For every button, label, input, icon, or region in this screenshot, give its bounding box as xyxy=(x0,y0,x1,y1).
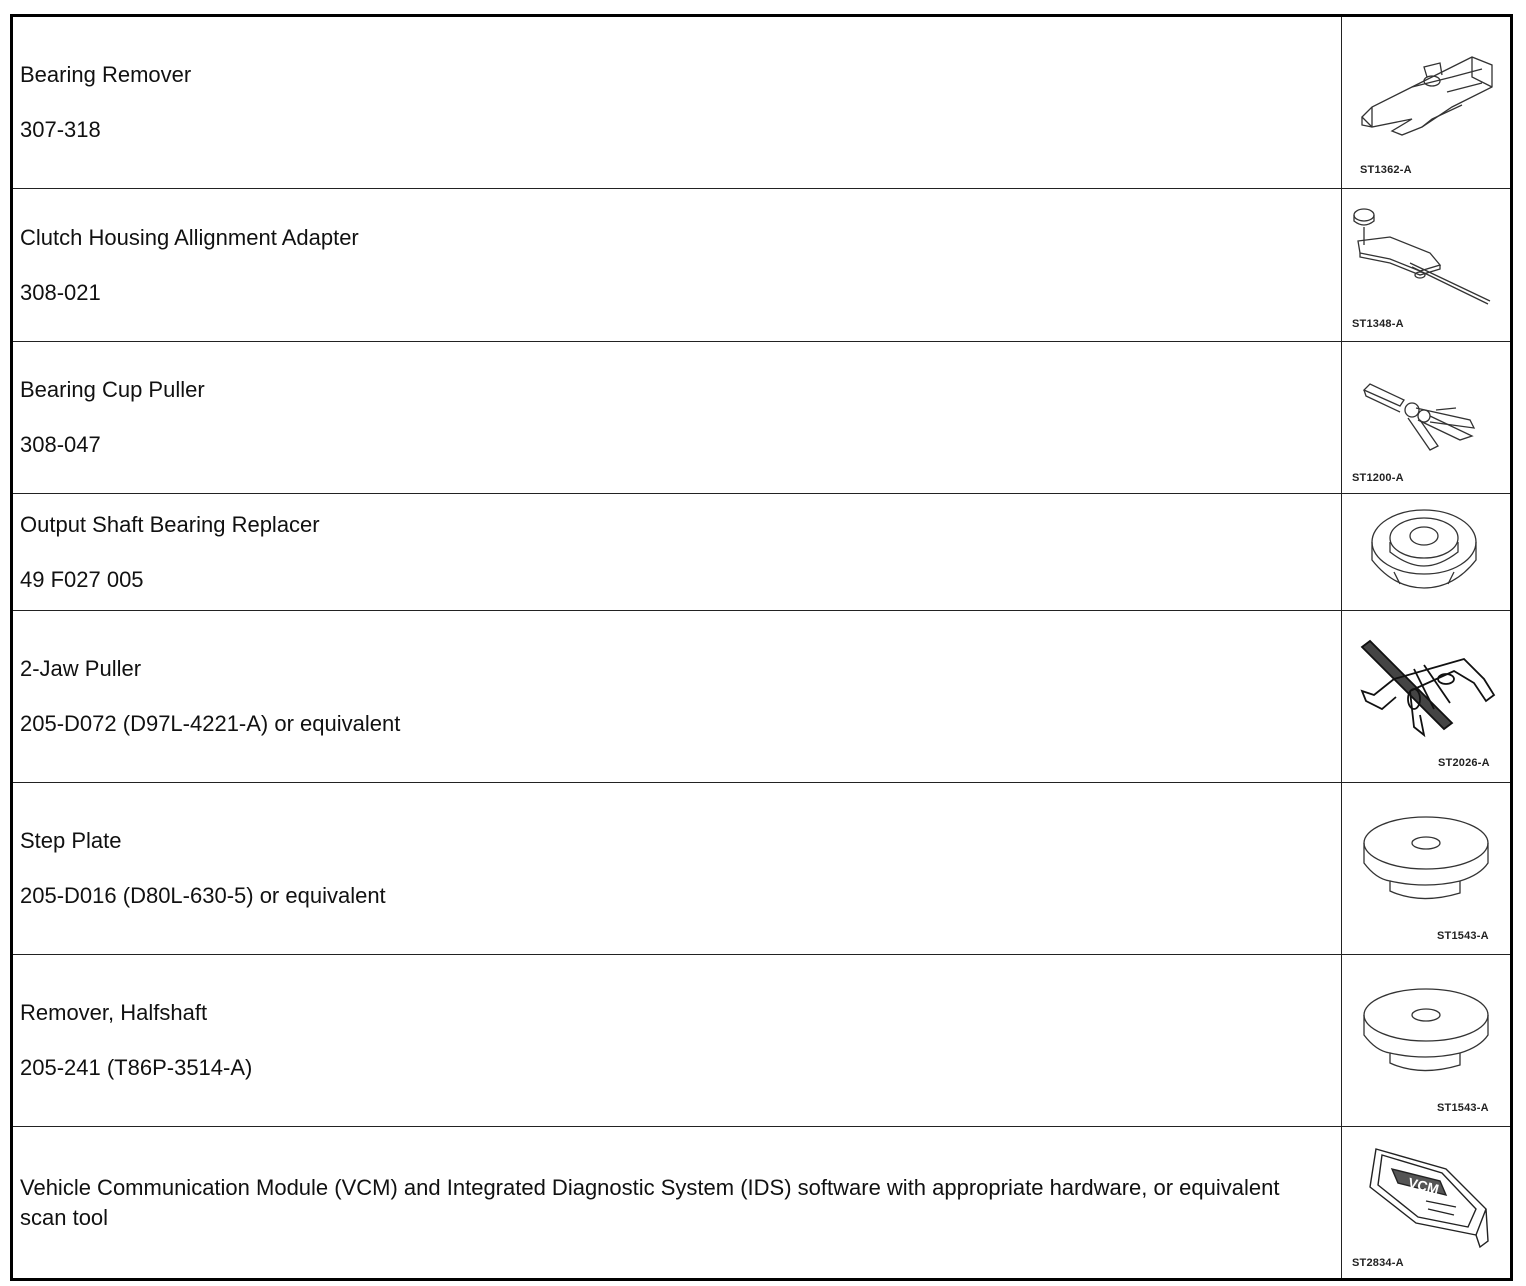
figure-code: ST1348-A xyxy=(1352,318,1404,330)
table-row xyxy=(12,342,1512,494)
table-row xyxy=(12,783,1512,955)
tool-image-cell xyxy=(1342,189,1512,342)
tool-part-number: 205-D016 (D80L-630-5) or equivalent xyxy=(20,883,386,908)
bearing-remover-icon xyxy=(1352,47,1502,147)
alignment-adapter-icon xyxy=(1350,201,1500,311)
tool-part-number: 205-D072 (D97L-4221-A) or equivalent xyxy=(20,711,401,736)
tool-image-cell xyxy=(1342,494,1512,611)
tool-name: Vehicle Communication Module (VCM) and Integrated Diagnostic System (IDS) software with appropriate hardware, or equivalent scan tool xyxy=(20,1174,1280,1230)
tool-image-cell xyxy=(1342,611,1512,783)
tool-description xyxy=(12,189,1342,342)
tool-part-number: 307-318 xyxy=(20,117,101,142)
vcm-label: VCM xyxy=(1406,1174,1441,1198)
table-row xyxy=(12,494,1512,611)
tool-part-number: 49 F027 005 xyxy=(20,566,144,592)
tool-image-cell xyxy=(1342,783,1512,955)
tool-name: Step Plate xyxy=(20,828,122,853)
tool-name: 2-Jaw Puller xyxy=(20,656,142,681)
tool-name: Bearing Remover xyxy=(20,62,192,87)
tool-image-cell xyxy=(1342,955,1512,1127)
table-row xyxy=(12,1127,1512,1280)
tool-name: Bearing Cup Puller xyxy=(20,377,205,402)
tool-description xyxy=(12,342,1342,494)
table-row xyxy=(12,189,1512,342)
tool-part-number: 205-241 (T86P-3514-A) xyxy=(20,1055,253,1080)
cup-puller-icon xyxy=(1360,380,1490,470)
halfshaft-remover-icon xyxy=(1360,985,1500,1085)
figure-code: ST2834-A xyxy=(1352,1257,1404,1269)
tool-name: Output Shaft Bearing Replacer xyxy=(20,511,320,537)
tool-image-cell xyxy=(1342,342,1512,494)
tool-image-cell xyxy=(1342,1127,1512,1280)
tool-description xyxy=(12,1127,1342,1280)
tool-description xyxy=(12,611,1342,783)
bearing-replacer-icon xyxy=(1364,502,1484,602)
two-jaw-puller-icon xyxy=(1354,639,1504,749)
tool-name: Remover, Halfshaft xyxy=(20,1000,208,1025)
figure-code: ST1200-A xyxy=(1352,472,1404,484)
table-row xyxy=(12,16,1512,189)
figure-code: ST1543-A xyxy=(1437,1102,1489,1114)
tool-description xyxy=(12,955,1342,1127)
tool-description xyxy=(12,494,1342,611)
figure-code: ST2026-A xyxy=(1438,757,1490,769)
figure-code: ST1362-A xyxy=(1360,164,1412,176)
vcm-module-icon xyxy=(1356,1139,1496,1254)
tool-description xyxy=(12,16,1342,189)
figure-code: ST1543-A xyxy=(1437,930,1489,942)
tool-description xyxy=(12,783,1342,955)
tool-part-number: 308-021 xyxy=(20,279,101,305)
special-tools-table xyxy=(10,14,1513,1281)
tool-image-cell xyxy=(1342,16,1512,189)
step-plate-icon xyxy=(1360,813,1500,913)
tool-part-number: 308-047 xyxy=(20,432,101,457)
table-row xyxy=(12,611,1512,783)
tool-name: Clutch Housing Allignment Adapter xyxy=(20,224,359,250)
table-row xyxy=(12,955,1512,1127)
